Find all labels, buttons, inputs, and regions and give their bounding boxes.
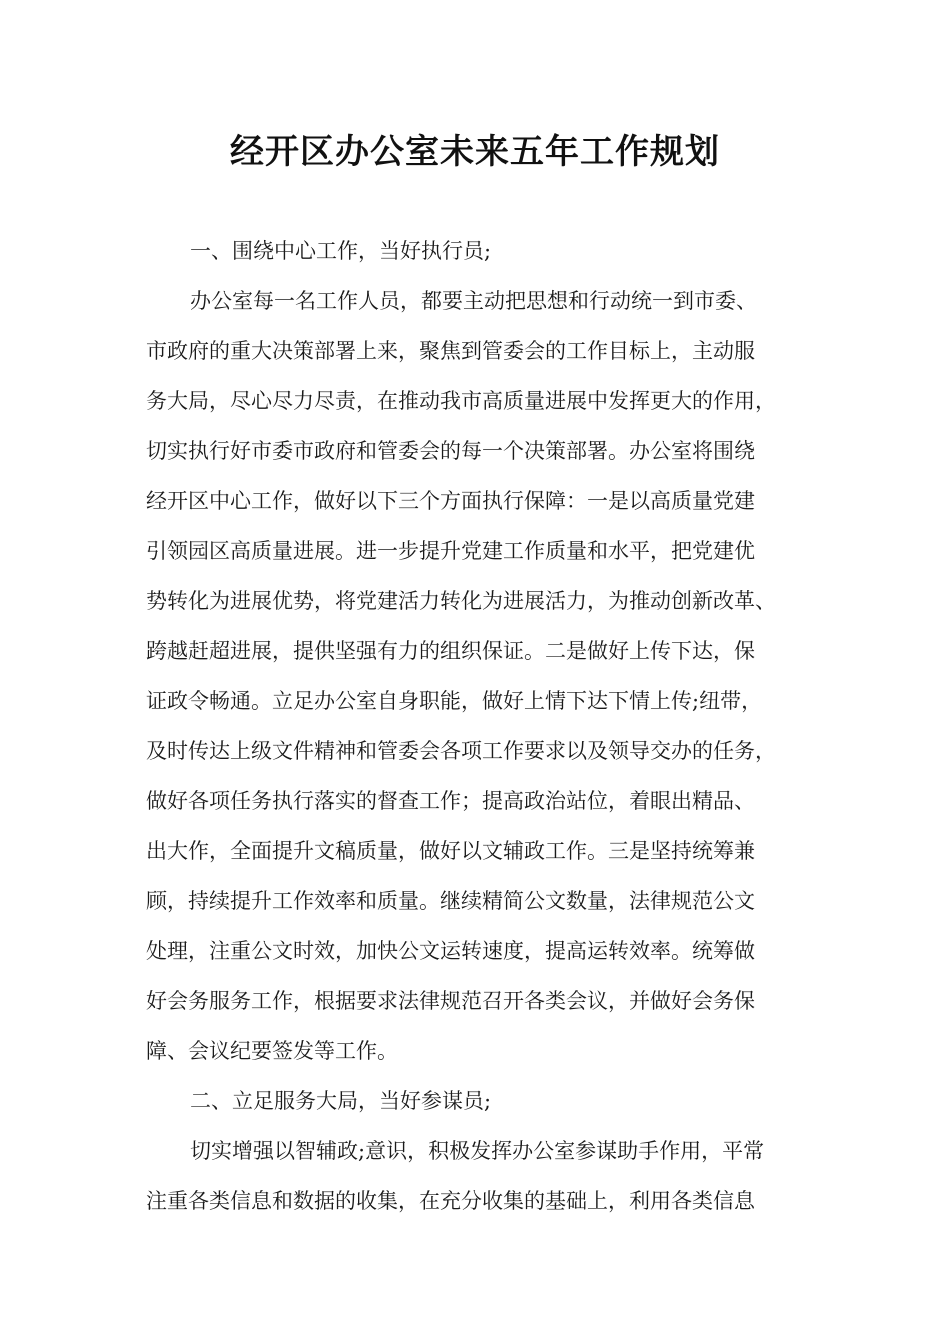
paragraph-line: 注重各类信息和数据的收集，在充分收集的基础上，利用各类信息 — [146, 1189, 755, 1213]
paragraph-line: 及时传达上级文件精神和管委会各项工作要求以及领导交办的任务， — [146, 739, 776, 763]
paragraph-line: 务大局，尽心尽力尽责，在推动我市高质量进展中发挥更大的作用， — [146, 389, 776, 413]
paragraph-line: 引领园区高质量进展。进一步提升党建工作质量和水平，把党建优 — [146, 539, 755, 563]
section-heading-1: 一、围绕中心工作，当好执行员; — [190, 239, 492, 263]
section-heading-2: 二、立足服务大局，当好参谋员; — [190, 1089, 492, 1113]
paragraph-line: 障、会议纪要签发等工作。 — [146, 1039, 398, 1063]
document-title: 经开区办公室未来五年工作规划 — [230, 132, 720, 172]
paragraph-line: 处理，注重公文时效，加快公文运转速度，提高运转效率。统筹做 — [146, 939, 755, 963]
paragraph-line: 切实执行好市委市政府和管委会的每一个决策部署。办公室将围绕 — [146, 439, 755, 463]
paragraph-line: 切实增强以智辅政;意识，积极发挥办公室参谋助手作用，平常 — [190, 1139, 765, 1163]
paragraph-line: 办公室每一名工作人员，都要主动把思想和行动统一到市委、 — [190, 289, 757, 313]
paragraph-line: 做好各项任务执行落实的督查工作；提高政治站位，着眼出精品、 — [146, 789, 755, 813]
paragraph-line: 好会务服务工作，根据要求法律规范召开各类会议，并做好会务保 — [146, 989, 755, 1013]
paragraph-line: 经开区中心工作，做好以下三个方面执行保障：一是以高质量党建 — [146, 489, 755, 513]
paragraph-line: 跨越赶超进展，提供坚强有力的组织保证。二是做好上传下达，保 — [146, 639, 755, 663]
paragraph-line: 顾，持续提升工作效率和质量。继续精简公文数量，法律规范公文 — [146, 889, 755, 913]
paragraph-line: 势转化为进展优势，将党建活力转化为进展活力，为推动创新改革、 — [146, 589, 776, 613]
paragraph-line: 证政令畅通。立足办公室自身职能，做好上情下达下情上传;纽带， — [146, 689, 763, 713]
paragraph-line: 出大作，全面提升文稿质量，做好以文辅政工作。三是坚持统筹兼 — [146, 839, 755, 863]
paragraph-line: 市政府的重大决策部署上来，聚焦到管委会的工作目标上，主动服 — [146, 339, 755, 363]
